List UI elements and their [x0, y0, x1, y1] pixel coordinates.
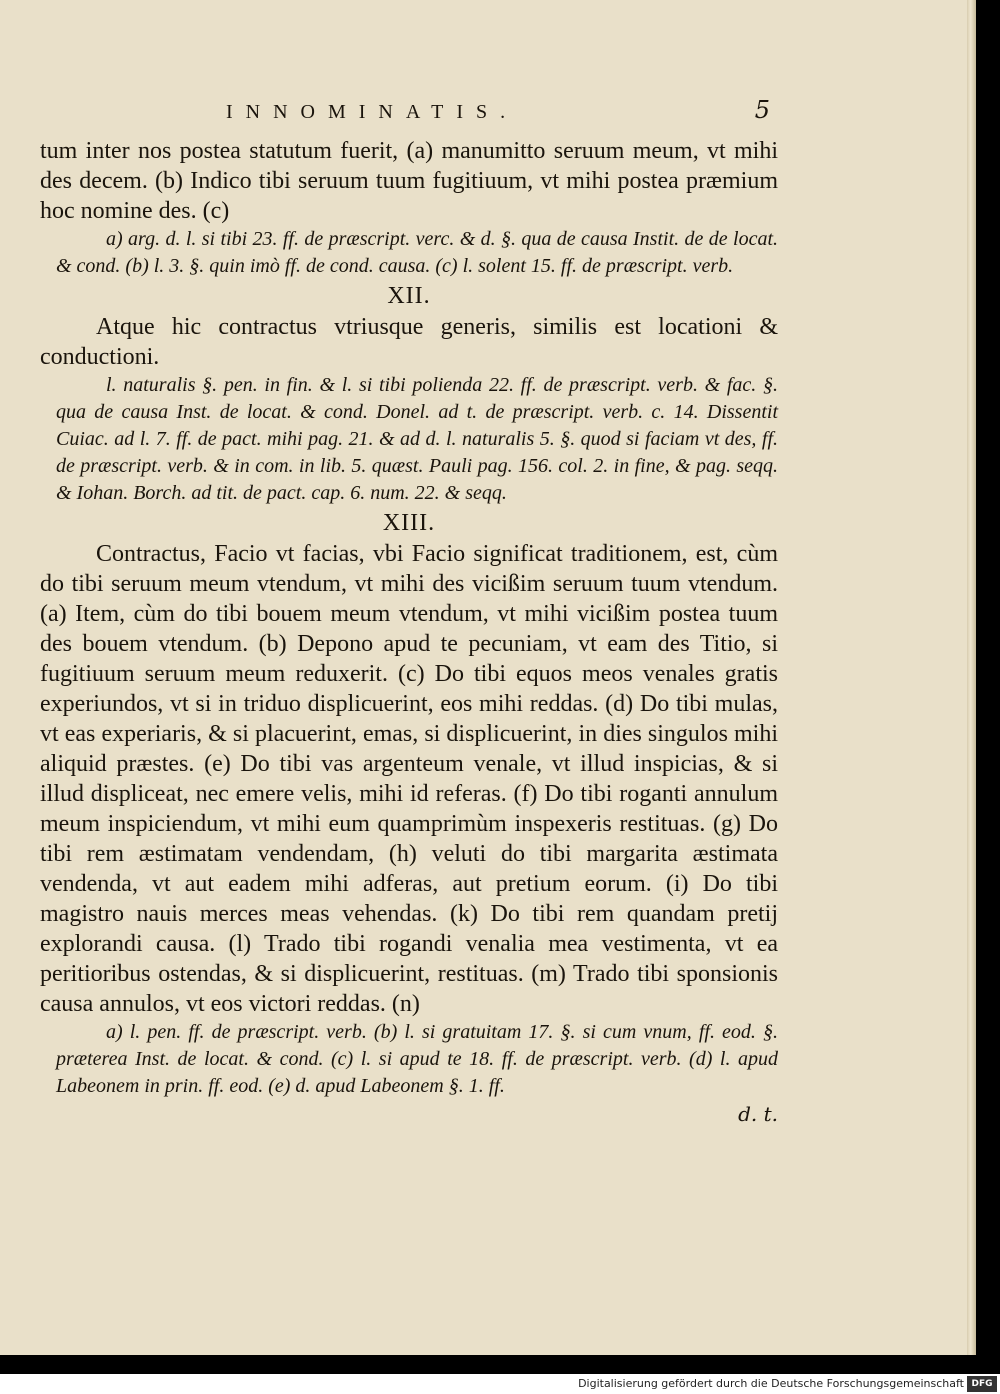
funding-credit: Digitalisierung gefördert durch die Deutsche Forschungsgemeinschaft: [578, 1377, 964, 1390]
page-number: 5: [754, 96, 770, 124]
section-heading-xiii: XIII.: [382, 510, 436, 536]
running-head: [40, 96, 778, 136]
running-title: INNOMINATIS.: [226, 101, 519, 123]
digitization-footer: [0, 1374, 1000, 1394]
footnote-2: l. naturalis §. pen. in fin. & l. si tibi polienda 22. ff. de præscript. verb. & fac. §. qua de causa Inst. de locat. & cond. Donel. ad t. de præscript. verb. c. 14. Dissentit Cuiac. ad l. 7. ff. de pact. mihi pag. 21. & ad d. l. naturalis 5. §. quod si faciam vt des, ff. de præscript. verb. & in com. in lib. 5. quæst. Pauli pag. 156. col. 2. in fine, & pag. seqq. & Iohan. Borch. ad tit. de pact. cap. 6. num. 22. & seqq.: [56, 374, 778, 504]
paragraph-3: Contractus, Facio vt facias, vbi Facio significat traditionem, est, cùm do tibi seruum meum vtendum, vt mihi des vicißim seruum tuum vtendum. (a) Item, cùm do tibi bouem meum vtendum, vt mihi vicißim postea tuum des bouem vtendum. (b) Depono apud te pecuniam, vt eam des Titio, si fugitiuum seruum meum reduxerit. (c) Do tibi equos meos venales gratis experiundos, vt si in triduo displicuerint, eos mihi reddas. (d) Do tibi mulas, vt eas experiaris, & si placuerint, emas, si displicuerint, in dies singulos mihi aliquid præstes. (e) Do tibi vas argenteum venale, vt illud inspicias, & si illud displiceat, nec emere velis, mihi id referas. (f) Do tibi roganti annulum meum inspiciendum, vt mihi eum quamprimùm inspexeris restituas. (g) Do tibi rem æstimatam vendendam, (h) veluti do tibi margarita æstimata vendenda, vt aut eadem mihi adferas, aut pretium eorum. (i) Do tibi magistro nauis merces meas vehendas. (k) Do tibi rem quandam pretij explorandi causa. (l) Trado tibi rogandi venalia mea vestimenta, vt ea peritioribus ostendas, & si displicuerint, restituas. (m) Trado tibi sponsionis causa annulos, vt eos victori reddas. (n): [40, 541, 778, 1017]
page-text: [40, 96, 778, 1126]
paragraph-1: tum inter nos postea statutum fuerit, (a) manumitto seruum meum, vt mihi des decem. (b) Indico tibi seruum tuum fugitiuum, vt mihi postea præmium hoc nomine des. (c): [40, 138, 778, 224]
section-heading-xii: XII.: [387, 283, 431, 309]
footnote-3: a) l. pen. ff. de præscript. verb. (b) l. si gratuitam 17. §. si cum vnum, ff. eod. §. præterea Inst. de locat. & cond. (c) l. si apud te 18. ff. de præscript. verb. (d) l. apud Labeonem in prin. ff. eod. (e) d. apud Labeonem §. 1. ff.: [56, 1021, 778, 1097]
footnote-3-end: d. t.: [738, 1102, 778, 1126]
paragraph-2: Atque hic contractus vtriusque generis, similis est locationi & conductioni.: [40, 314, 778, 370]
page-edge: [967, 0, 976, 1355]
footnote-1: a) arg. d. l. si tibi 23. ff. de præscript. verc. & d. §. qua de causa Instit. de de locat. & cond. (b) l. 3. §. quin imò ff. de cond. causa. (c) l. solent 15. ff. de præscript. verb.: [56, 228, 778, 277]
dfg-logo-icon: DFG: [967, 1376, 997, 1392]
